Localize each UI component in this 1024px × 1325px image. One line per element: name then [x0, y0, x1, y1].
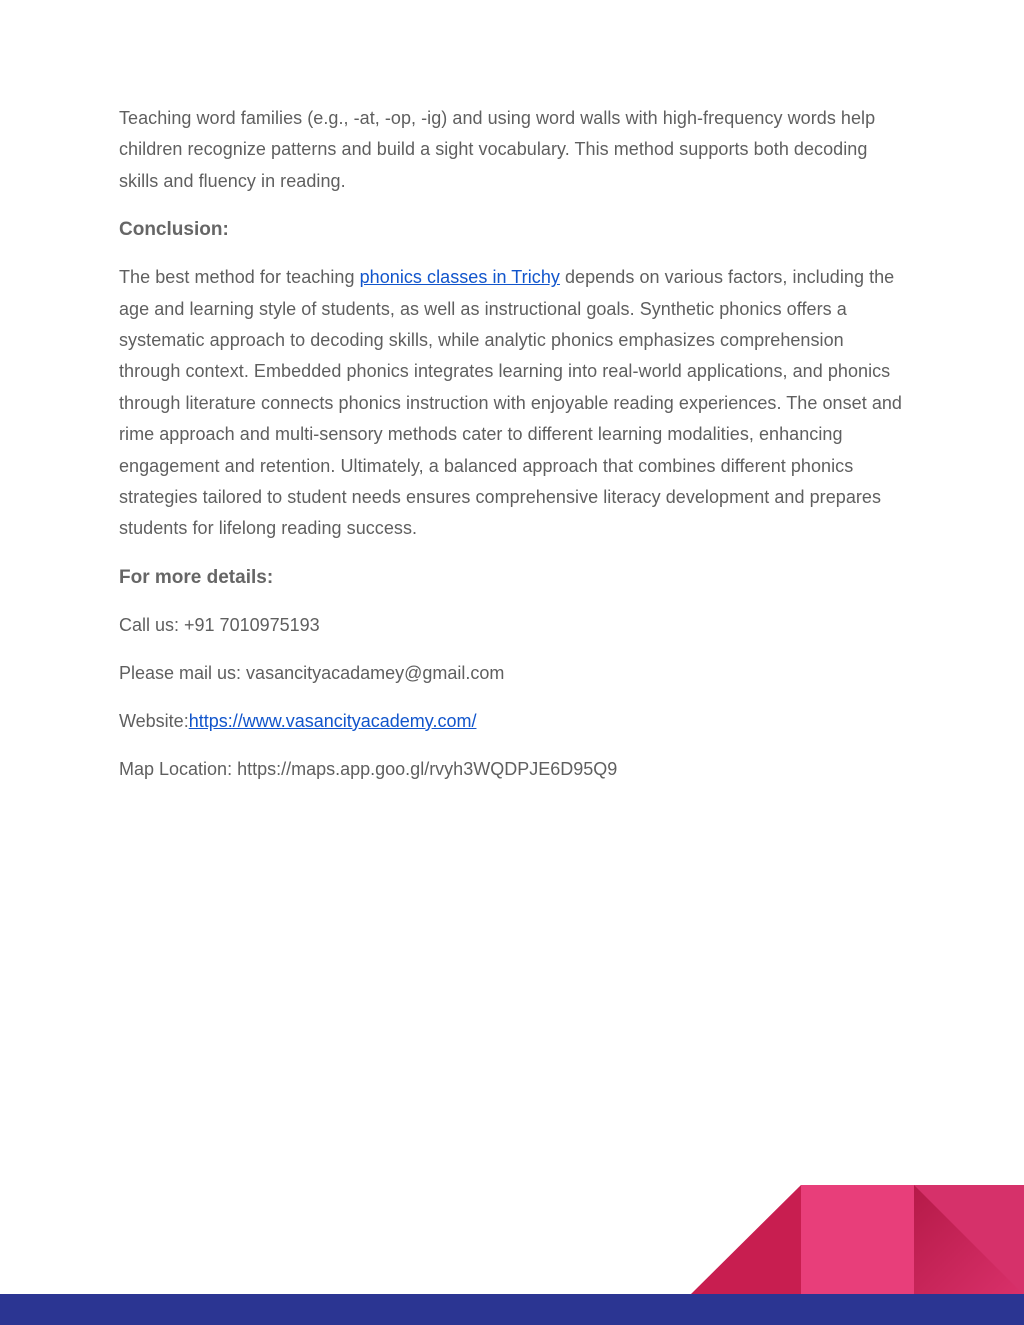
call-line: Call us: +91 7010975193	[119, 614, 320, 635]
details-heading: For more details:	[119, 566, 274, 588]
intro-paragraph: Teaching word families (e.g., -at, -op, -ig) and using word walls with high-frequency words help children recognize patterns and build a sight vocabulary. This method supports both decoding skills and fluency in reading.	[119, 108, 876, 191]
footer-band	[0, 1294, 1024, 1325]
conclusion-text-after-link: depends on various factors, including the age and learning style of students, as well as instructional goals. Synthetic phonics offers a systematic approach to decoding skills, while analytic phonics emphasizes comprehension through context. Embedded phonics integrates learning into real-world applications, and phonics through literature connects phonics instruction with enjoyable reading experiences. The onset and rime approach and multi-sensory methods cater to different learning modalities, enhancing engagement and retention. Ultimately, a balanced approach that combines different phonics strategies tailored to student needs ensures comprehensive literacy development and prepares students for lifelong reading success.	[119, 267, 902, 539]
conclusion-text-before-link: The best method for teaching	[119, 267, 360, 288]
corner-crimson-triangle	[690, 1185, 801, 1295]
map-line: Map Location: https://maps.app.goo.gl/rvyh3WQDPJE6D95Q9	[119, 758, 618, 779]
conclusion-heading: Conclusion:	[119, 219, 229, 241]
corner-pink-block	[801, 1185, 914, 1295]
document-body	[119, 103, 909, 802]
website-link[interactable]: https://www.vasancityacademy.com/	[188, 710, 477, 731]
mail-line: Please mail us: vasancityacadamey@gmail.com	[119, 662, 505, 683]
conclusion-paragraph	[119, 262, 909, 545]
website-label: Website:	[119, 710, 189, 731]
website-line	[119, 706, 909, 737]
phonics-classes-link[interactable]: phonics classes in Trichy	[359, 267, 560, 288]
decorative-corner-graphic	[690, 1185, 1024, 1295]
